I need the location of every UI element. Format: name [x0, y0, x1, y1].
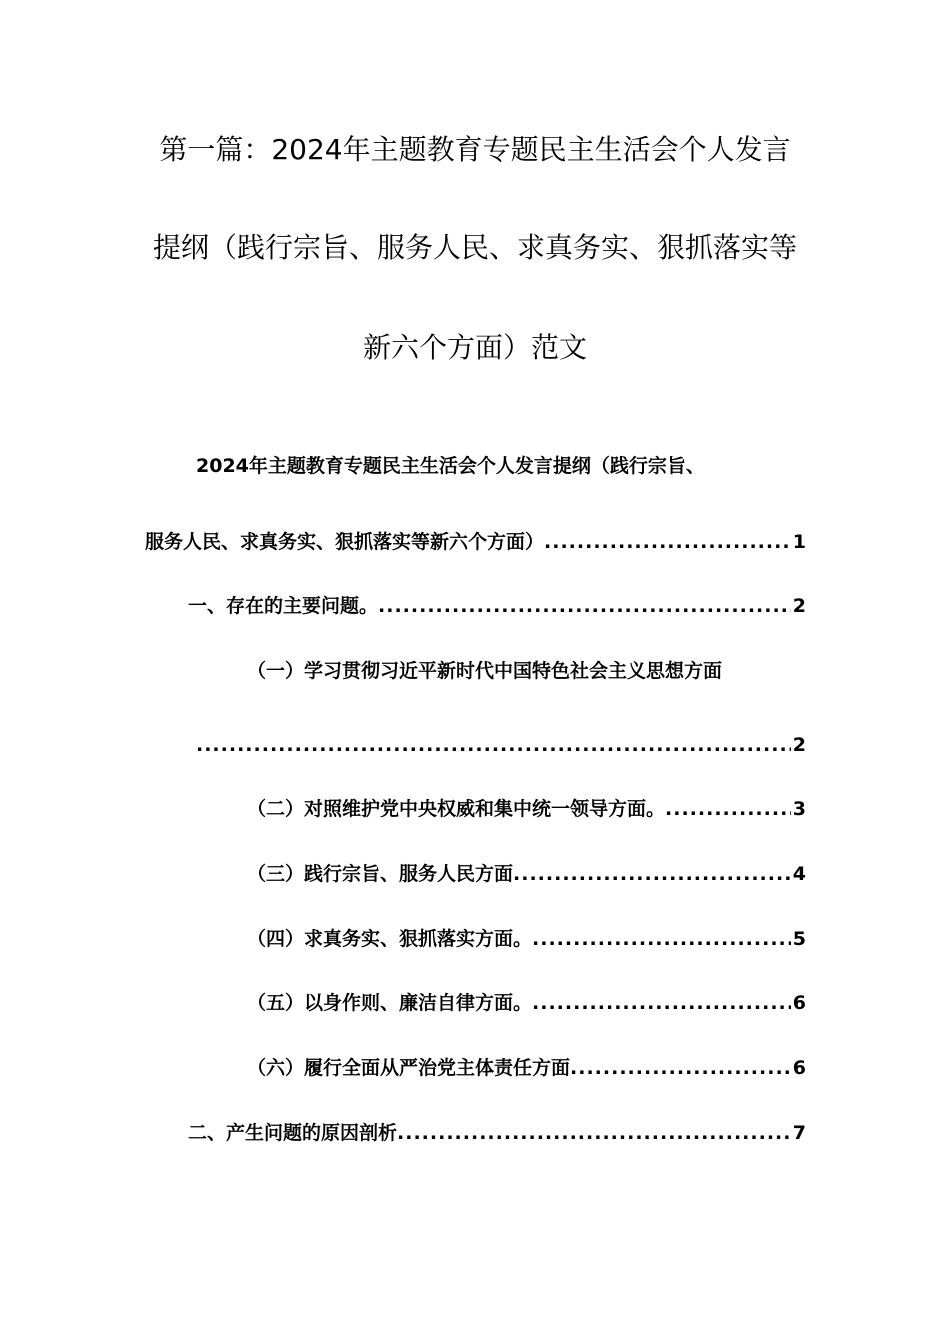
toc-entry-text: （五）以身作则、廉洁自律方面。 — [247, 992, 533, 1014]
toc-entry-text: 二、产生问题的原因剖析 — [188, 1122, 398, 1144]
toc-page-number: 2 — [792, 595, 806, 617]
toc-entry-text: （六）履行全面从严治党主体责任方面 — [247, 1057, 571, 1079]
toc-entry-main[interactable] — [145, 527, 806, 557]
toc-leader-dots — [665, 794, 791, 824]
toc-entry-text: 服务人民、求真务实、狠抓落实等新六个方面） — [145, 531, 545, 553]
toc-entry-subsection-1-leader[interactable] — [196, 730, 806, 760]
toc-heading: 2024年主题教育专题民主生活会个人发言提纲（践行宗旨、 — [196, 455, 705, 477]
toc-page-number: 6 — [792, 1057, 806, 1079]
toc-leader-dots — [513, 859, 791, 889]
toc-entry-subsection-4[interactable] — [247, 924, 806, 954]
toc-entry-text: （二）对照维护党中央权威和集中统一领导方面。 — [247, 798, 666, 820]
document-title-line-3: 新六个方面）范文 — [362, 331, 587, 364]
toc-page-number: 2 — [792, 734, 806, 756]
toc-entry-subsection-6[interactable] — [247, 1053, 806, 1083]
toc-entry-section-2[interactable] — [188, 1118, 806, 1148]
toc-entry-text: 一、存在的主要问题。 — [188, 595, 379, 617]
document-title-line-1: 第一篇：2024年主题教育专题民主生活会个人发言 — [159, 133, 791, 166]
toc-page-number: 1 — [792, 531, 806, 553]
toc-leader-dots — [544, 527, 791, 557]
toc-page-number: 5 — [792, 928, 806, 950]
toc-entry-text: （三）践行宗旨、服务人民方面 — [247, 863, 514, 885]
toc-entry-subsection-3[interactable] — [247, 859, 806, 889]
toc-page-number: 6 — [792, 992, 806, 1014]
toc-page-number: 4 — [792, 863, 806, 885]
toc-entry-subsection-5[interactable] — [247, 988, 806, 1018]
document-title-line-2: 提纲（践行宗旨、服务人民、求真务实、狠抓落实等 — [152, 231, 797, 264]
toc-entry-section-1[interactable] — [188, 591, 806, 621]
toc-page-number: 7 — [792, 1122, 806, 1144]
toc-page-number: 3 — [792, 798, 806, 820]
toc-leader-dots — [397, 1118, 791, 1148]
toc-leader-dots — [532, 988, 791, 1018]
toc-entry-subsection-2[interactable] — [247, 794, 806, 824]
toc-entry-text: （四）求真务实、狠抓落实方面。 — [247, 928, 533, 950]
toc-leader-dots — [196, 730, 791, 760]
toc-leader-dots — [570, 1053, 791, 1083]
toc-entry-subsection-1-text[interactable]: （一）学习贯彻习近平新时代中国特色社会主义思想方面 — [247, 660, 723, 682]
toc-leader-dots — [378, 591, 791, 621]
toc-leader-dots — [532, 924, 791, 954]
